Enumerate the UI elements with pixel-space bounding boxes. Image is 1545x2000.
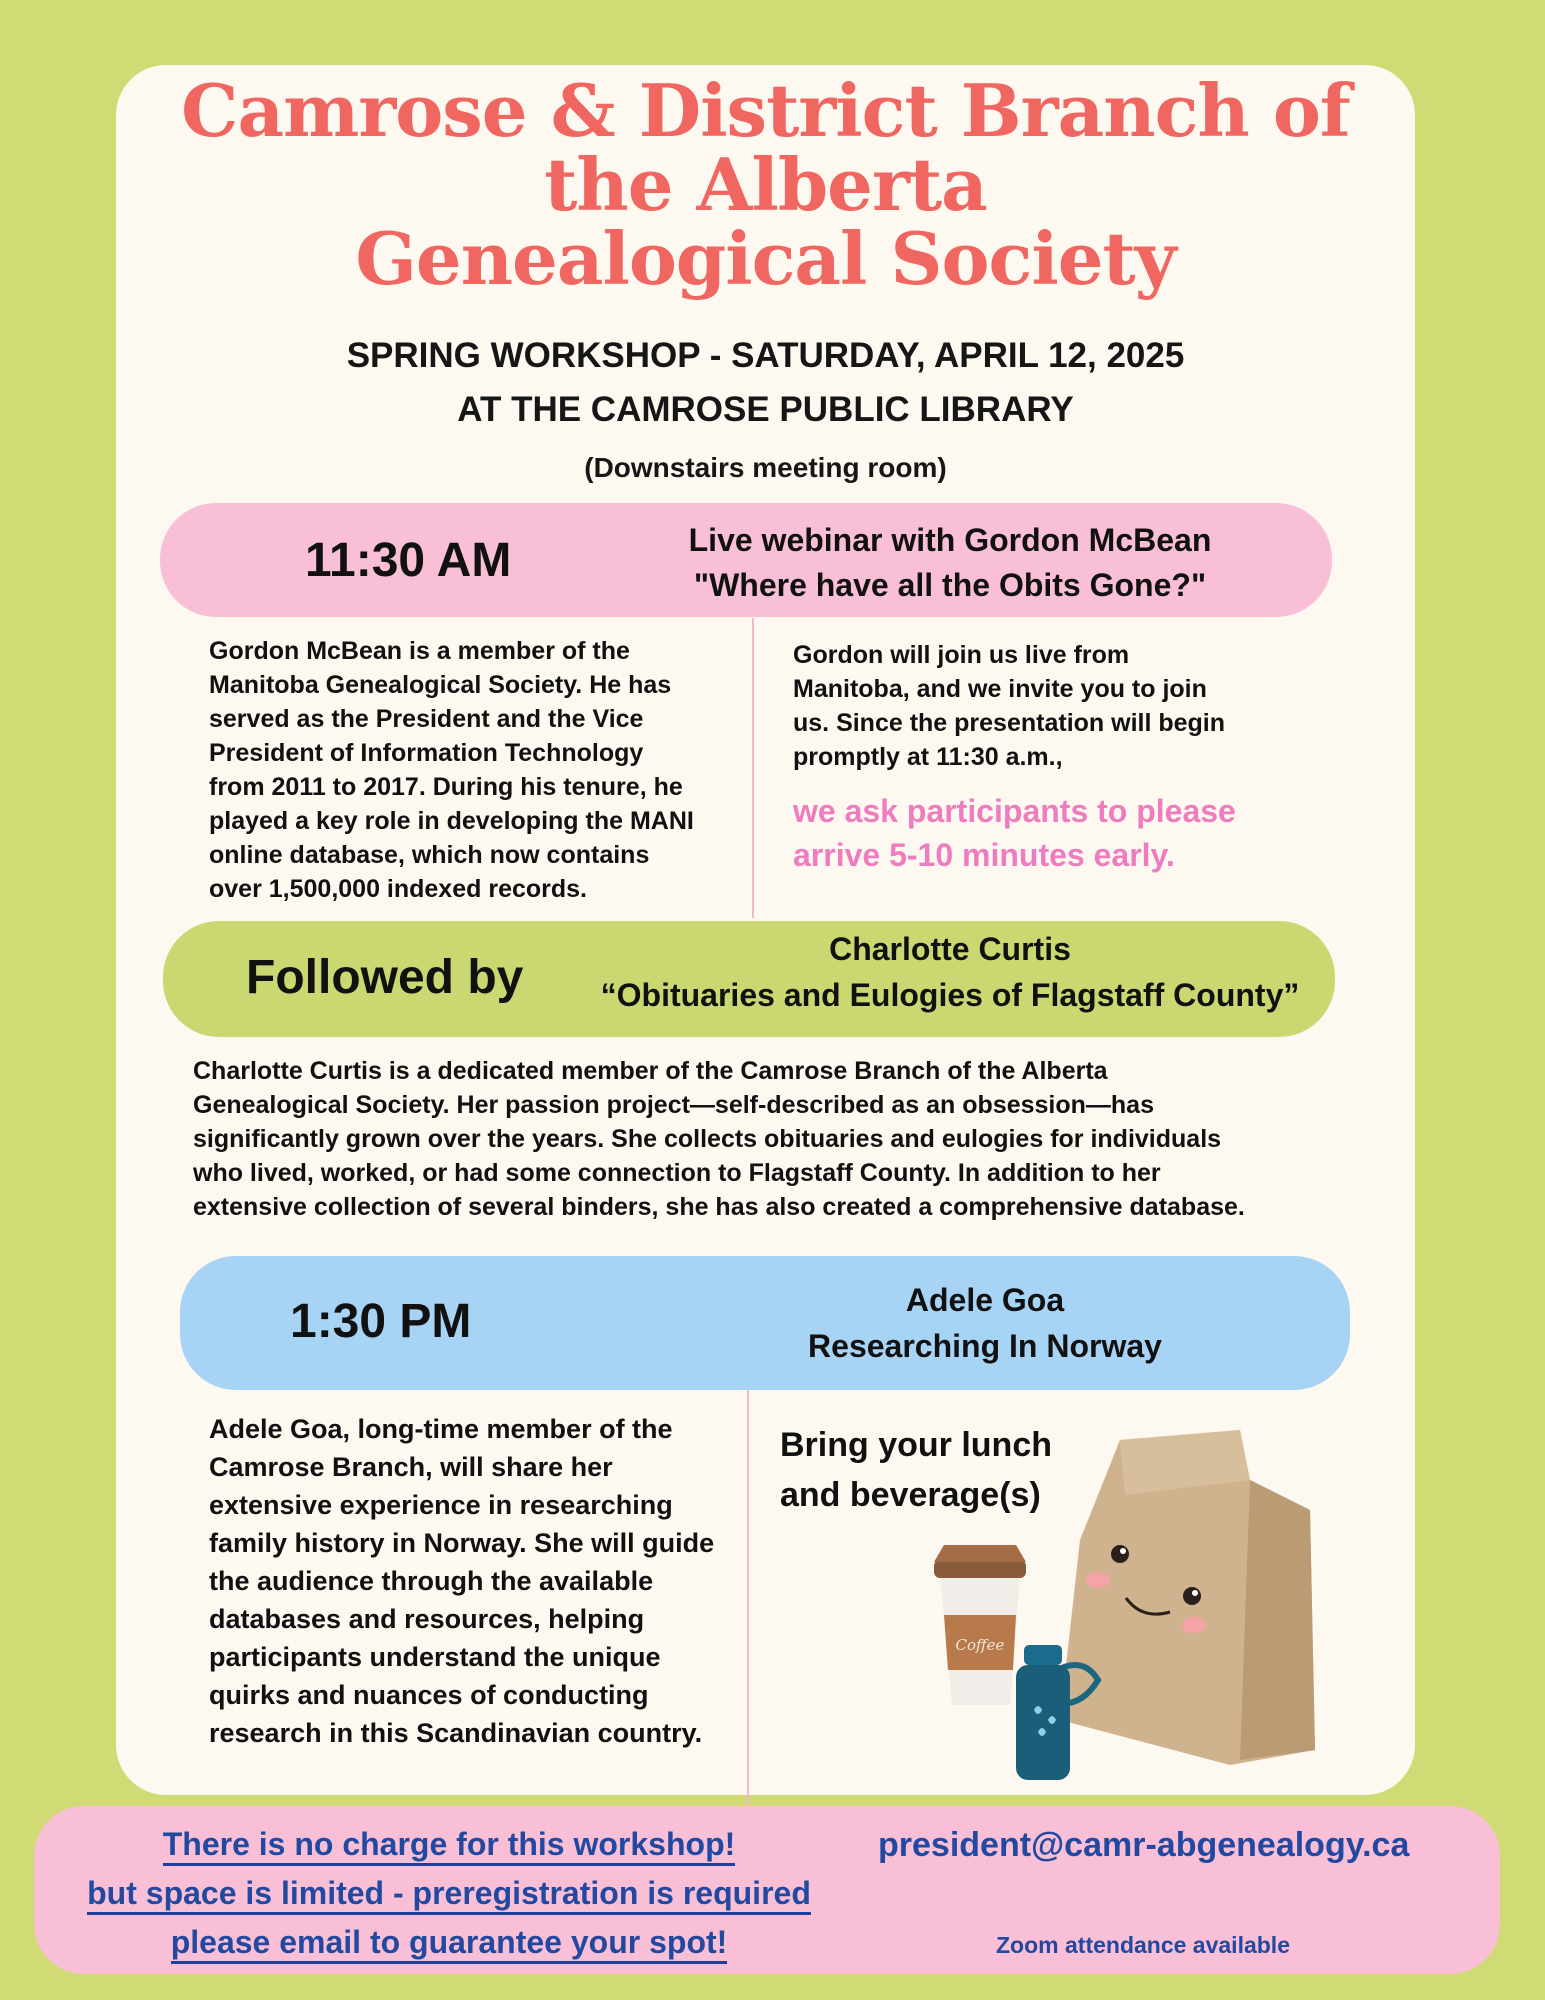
bio-line: family history in Norway. She will guide: [209, 1528, 715, 1558]
bio-line: served as the President and the Vice: [209, 705, 644, 733]
bio-line: over 1,500,000 indexed records.: [209, 875, 587, 903]
bio-line: databases and resources, helping: [209, 1604, 645, 1634]
bio-line: who lived, worked, or had some connection to Flagstaff County. In addition to her: [193, 1159, 1161, 1187]
bio-line: President of Information Technology: [209, 739, 644, 767]
session1-speaker: Live webinar with Gordon McBean: [688, 522, 1212, 558]
note-line: us. Since the presentation will begin: [793, 709, 1226, 737]
bio-line: Gordon McBean is a member of the: [209, 637, 630, 665]
contact-email-link[interactable]: president@camr-abgenealogy.ca: [878, 1826, 1410, 1864]
title-line-1: Camrose & District Branch of: [181, 68, 1350, 153]
session2-talk-title: “Obituaries and Eulogies of Flagstaff County”: [600, 977, 1300, 1013]
bio-line: the audience through the available: [209, 1566, 654, 1596]
session3-heading: [700, 1277, 1270, 1369]
column-divider: [752, 618, 754, 918]
followed-by-label: Followed by: [246, 951, 524, 1004]
bio-line: from 2011 to 2017. During his tenure, he: [209, 773, 683, 801]
session3-time: 1:30 PM: [290, 1295, 472, 1348]
session2-heading: [590, 926, 1310, 1018]
registration-info: [54, 1820, 844, 1967]
workshop-location: AT THE CAMROSE PUBLIC LIBRARY: [457, 390, 1074, 429]
arrival-notice: [793, 789, 1236, 877]
bio-line: quirks and nuances of conducting: [209, 1680, 649, 1710]
bio-line: Manitoba Genealogical Society. He has: [209, 671, 672, 699]
paper-bag-icon: [1060, 1430, 1315, 1765]
bio-line: significantly grown over the years. She collects obituaries and eulogies for individuals: [193, 1125, 1222, 1153]
email-instruction-text: please email to guarantee your spot!: [171, 1924, 728, 1964]
workshop-room: (Downstairs meeting room): [584, 452, 947, 483]
zoom-note: Zoom attendance available: [996, 1932, 1290, 1958]
coffee-cup-icon: [934, 1545, 1026, 1705]
note-line: Manitoba, and we invite you to join: [793, 675, 1207, 703]
bio-line: Adele Goa, long-time member of the: [209, 1414, 673, 1444]
session3-talk-title: Researching In Norway: [808, 1328, 1162, 1364]
notice-line: we ask participants to please: [793, 793, 1236, 829]
bio-line: online database, which now contains: [209, 841, 650, 869]
note-line: promptly at 11:30 a.m.,: [793, 743, 1063, 771]
bio-line: Genealogical Society. Her passion project—self-described as an obsession—has: [193, 1091, 1154, 1119]
session1-heading: [620, 518, 1280, 608]
session2-bio: [193, 1054, 1245, 1224]
session1-time: 11:30 AM: [305, 534, 512, 587]
coffee-label: Coffee: [955, 1636, 1005, 1654]
bio-line: Charlotte Curtis is a dedicated member of the Camrose Branch of the Alberta: [193, 1057, 1108, 1085]
lunch-line: Bring your lunch: [780, 1426, 1052, 1464]
session3-bio: [209, 1410, 714, 1752]
session1-talk-title: "Where have all the Obits Gone?": [693, 567, 1207, 603]
bio-line: played a key role in developing the MANI: [209, 807, 694, 835]
title-line-2: the Alberta: [544, 142, 987, 227]
bio-line: Camrose Branch, will share her: [209, 1452, 613, 1482]
space-limited-text: but space is limited - preregistration is required: [87, 1875, 811, 1915]
bio-line: research in this Scandinavian country.: [209, 1718, 703, 1748]
title-line-3: Genealogical Society: [355, 216, 1176, 301]
bio-line: extensive experience in researching: [209, 1490, 673, 1520]
note-line: Gordon will join us live from: [793, 641, 1130, 669]
free-workshop-text: There is no charge for this workshop!: [163, 1826, 736, 1866]
column-divider: [747, 1390, 749, 1805]
lunch-illustration: [930, 1420, 1320, 1780]
page-title: [116, 68, 1415, 301]
session2-speaker: Charlotte Curtis: [829, 931, 1071, 967]
session1-note: [793, 638, 1225, 774]
session3-speaker: Adele Goa: [905, 1282, 1065, 1318]
bio-line: extensive collection of several binders, she has also created a comprehensive database.: [193, 1193, 1245, 1221]
lunch-line: and beverage(s): [780, 1476, 1041, 1514]
notice-line: arrive 5-10 minutes early.: [793, 837, 1175, 873]
bio-line: participants understand the unique: [209, 1642, 661, 1672]
workshop-date: SPRING WORKSHOP - SATURDAY, APRIL 12, 2025: [346, 336, 1185, 375]
session1-bio: [209, 634, 694, 906]
